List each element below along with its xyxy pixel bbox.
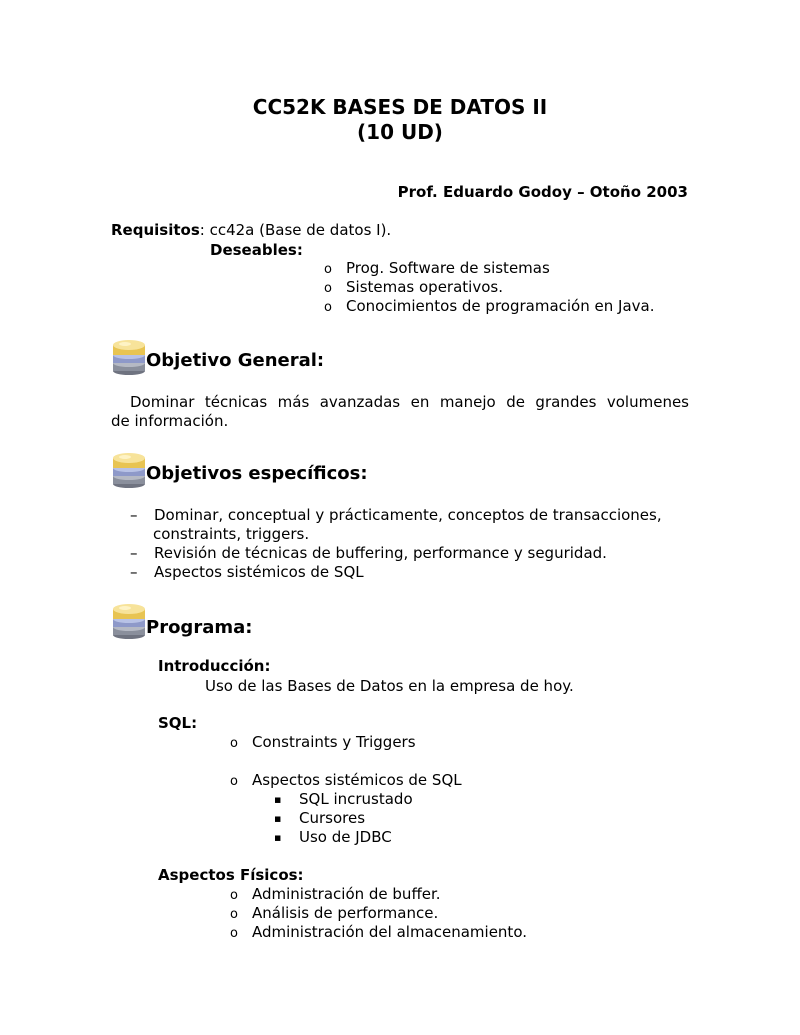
aspectos-fisicos-item: o Administración del almacenamiento. [230,923,527,941]
requisitos-line [111,221,391,239]
aspectos-fisicos-item: o Administración de buffer. [230,885,441,903]
circle-bullet-icon: o [230,907,238,922]
objetivo-item: – Dominar, conceptual y prácticamente, conceptos de transacciones, [130,506,662,524]
course-title: CC52K BASES DE DATOS II [252,95,548,119]
sql-item: o Aspectos sistémicos de SQL [230,771,462,789]
objetivo-item: – Aspectos sistémicos de SQL [130,563,364,581]
deseables-label: Deseables: [210,241,303,259]
objetivo-general-paragraph: Dominar técnicas más avanzadas en manejo de grandes volumenes de información. [111,393,689,430]
deseable-item: o Conocimientos de programación en Java. [324,297,655,315]
aspectos-fisicos-item: o Análisis de performance. [230,904,439,922]
requisitos-label: Requisitos [111,221,200,239]
circle-bullet-icon: o [324,262,332,277]
circle-bullet-icon: o [230,926,238,941]
introduccion-label: Introducción: [158,657,271,675]
professor-line: Prof. Eduardo Godoy – Otoño 2003 [397,183,688,201]
aspectos-fisicos-label: Aspectos Físicos: [158,866,304,884]
section-heading-programa: Programa: [146,617,253,638]
dash-bullet-icon: – [130,544,138,562]
course-units: (10 UD) [357,120,443,144]
sql-subitem: ▪ Uso de JDBC [274,828,392,846]
sql-subitem: ▪ Cursores [274,809,366,827]
square-bullet-icon: ▪ [274,831,282,844]
requisitos-value: : cc42a (Base de datos I). [199,221,392,239]
objetivo-item: – Revisión de técnicas de buffering, performance y seguridad. [130,544,607,562]
circle-bullet-icon: o [230,736,238,751]
square-bullet-icon: ▪ [274,793,282,806]
deseable-item: o Sistemas operativos. [324,278,503,296]
introduccion-text: Uso de las Bases de Datos en la empresa de hoy. [205,677,574,695]
database-icon [110,446,148,488]
section-heading-objetivos-especificos: Objetivos específicos: [146,463,368,484]
database-icon [110,333,148,375]
dash-bullet-icon: – [130,506,138,524]
section-heading-objetivo-general: Objetivo General: [146,350,325,371]
objetivo-item-continuation: constraints, triggers. [153,525,310,543]
database-icon [110,597,148,639]
square-bullet-icon: ▪ [274,812,282,825]
circle-bullet-icon: o [324,300,332,315]
circle-bullet-icon: o [324,281,332,296]
circle-bullet-icon: o [230,774,238,789]
circle-bullet-icon: o [230,888,238,903]
deseable-item: o Prog. Software de sistemas [324,259,550,277]
sql-item: o Constraints y Triggers [230,733,416,751]
sql-subitem: ▪ SQL incrustado [274,790,413,808]
sql-label: SQL: [158,714,198,732]
dash-bullet-icon: – [130,563,138,581]
